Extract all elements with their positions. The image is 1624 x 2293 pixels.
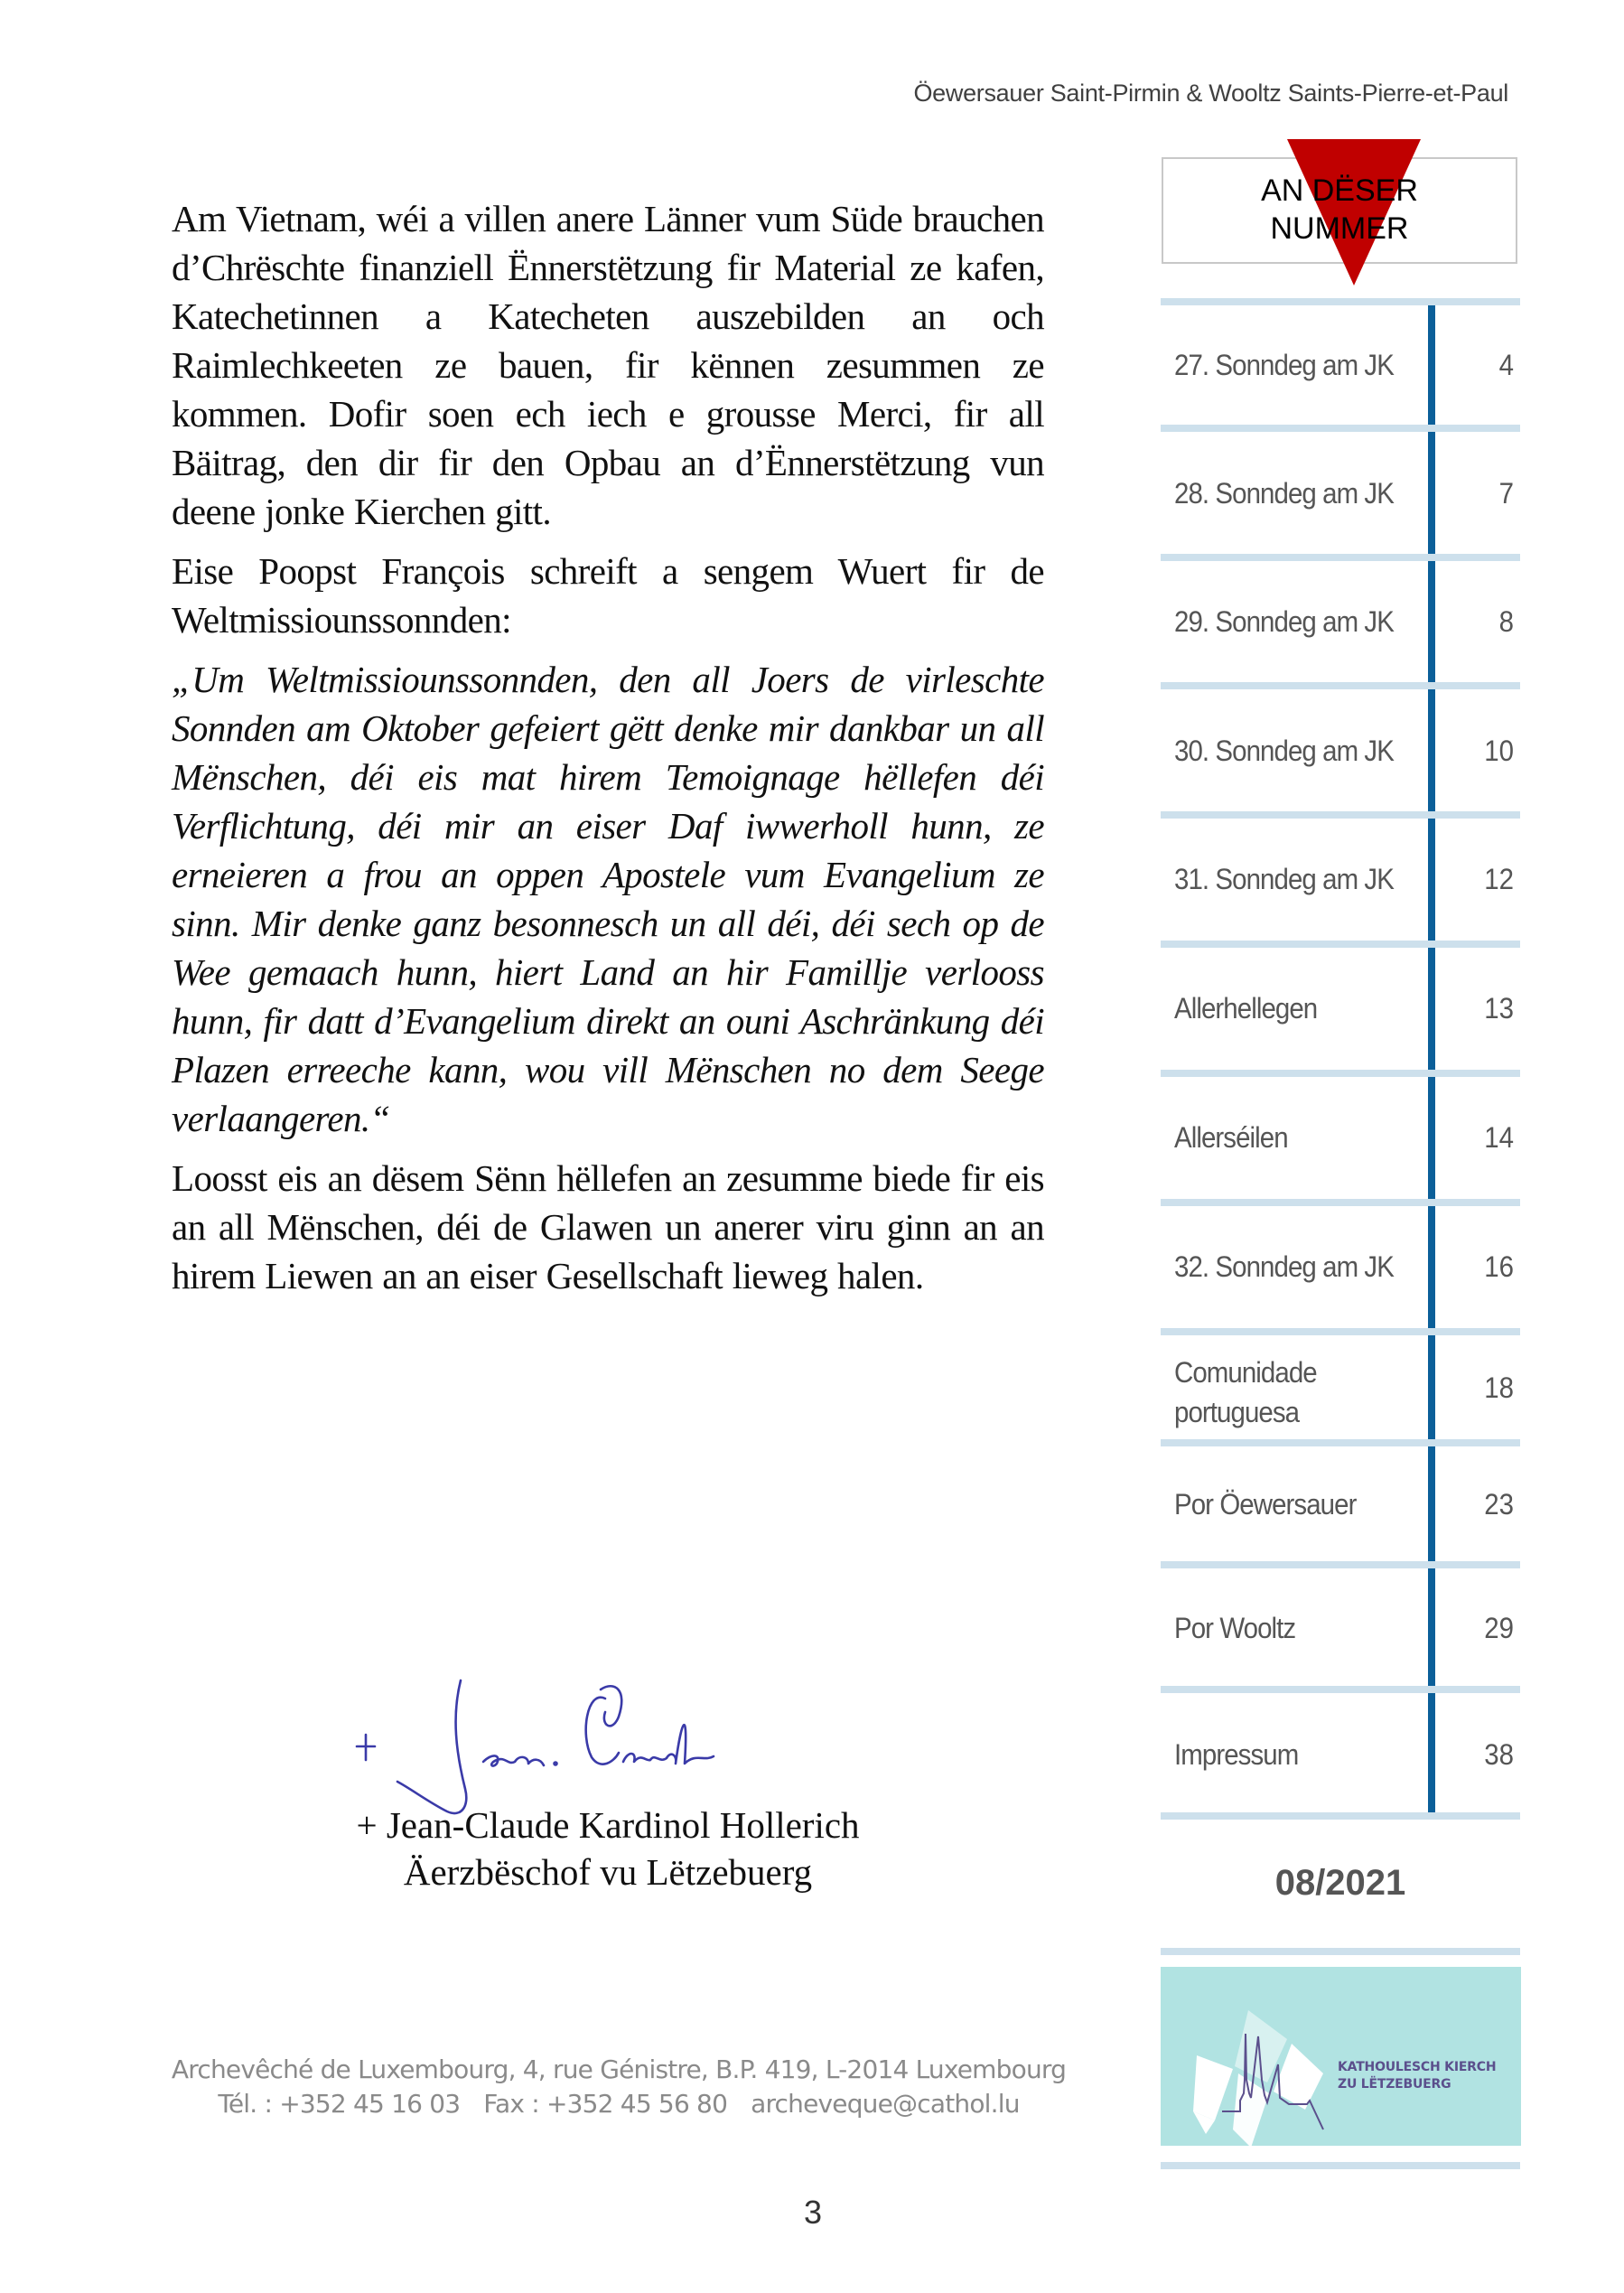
- toc-separator: [1161, 1070, 1520, 1077]
- toc-item-label[interactable]: Impressum: [1174, 1738, 1299, 1771]
- toc-separator: [1161, 682, 1520, 689]
- cathedral-logo-icon: [1161, 1967, 1341, 2146]
- toc-item-label[interactable]: Por Wooltz: [1174, 1612, 1296, 1644]
- toc-divider: [1428, 948, 1435, 1070]
- address-line: Archevêché de Luxembourg, 4, rue Génistre, B.P. 419, L-2014 Luxembourg: [171, 2054, 1067, 2084]
- toc-item-label[interactable]: 28. Sonndeg am JK: [1174, 477, 1394, 510]
- page-number: 3: [803, 2194, 823, 2231]
- toc-item-page[interactable]: 14: [1484, 1121, 1514, 1154]
- fax: Fax : +352 45 56 80: [483, 2089, 728, 2119]
- in-this-issue-heading: AN DËSER NUMMER: [1261, 173, 1418, 246]
- contact-line: [135, 2087, 1102, 2121]
- toc-item-page[interactable]: 12: [1484, 863, 1514, 895]
- toc-item-label[interactable]: Allerséilen: [1174, 1121, 1288, 1154]
- toc-divider: [1428, 689, 1435, 811]
- email-link[interactable]: archeveque@cathol.lu: [751, 2089, 1020, 2119]
- toc-divider: [1428, 1206, 1435, 1328]
- footer-address: [135, 2053, 1102, 2121]
- toc-separator: [1161, 554, 1520, 561]
- paragraph-closing: Loosst eis an dësem Sënn hëllefen an zesumme biede fir eis an all Mënschen, déi de Glawen un anerer viru ginn an an hirem Liewen an an eiser Gesellschaft lieweg halen.: [172, 1157, 1044, 1296]
- toc-divider: [1428, 432, 1435, 554]
- toc-item-page[interactable]: 16: [1484, 1250, 1514, 1283]
- toc-item-page[interactable]: 10: [1484, 735, 1514, 767]
- toc-separator: [1161, 298, 1520, 305]
- logo-text: KATHOULESCH KIERCH ZU LËTZEBUERG: [1338, 2060, 1497, 2092]
- toc-item-label[interactable]: Por Öewersauer: [1174, 1488, 1357, 1521]
- toc-divider: [1428, 1693, 1435, 1812]
- signatory-name: + Jean-Claude Kardinol Hollerich: [356, 1804, 860, 1846]
- toc-divider: [1428, 1077, 1435, 1199]
- paragraph-pope-intro: Eise Poopst François schreift a sengem Wuert fir de Weltmissiounssonnden:: [172, 550, 1044, 641]
- toc-item-label[interactable]: 27. Sonndeg am JK: [1174, 349, 1394, 381]
- phone: Tél. : +352 45 16 03: [218, 2089, 461, 2119]
- toc-separator: [1161, 811, 1520, 819]
- toc-separator: [1161, 1439, 1520, 1446]
- pope-quote: „Um Weltmissiounssonnden, den all Joers de virleschte Sonnden am Oktober gefeiert gëtt denke mir dankbar un all Mënschen, déi eis mat hirem Temoignage hëllefen déi Verflichtung, déi mir an eiser Daf iwwerholl hunn, ze erneieren a frou an oppen Apostele vum Evangelium ze sinn. Mir denke ganz besonnesch un all déi, déi sech op de Wee gemaach hunn, hiert Land an hir Familljе verlooss hunn, fir datt d’Evangelium direkt an ouni Aschränkung déi Plazen erreeche kann, wou vill Mënschen no dem Seege verlaangeren.“: [172, 659, 1044, 1139]
- toc-divider: [1428, 305, 1435, 425]
- toc-separator: [1161, 425, 1520, 432]
- handwritten-signature: [343, 1662, 795, 1825]
- toc-separator: [1161, 1199, 1520, 1206]
- toc-item-page[interactable]: 23: [1484, 1488, 1514, 1521]
- toc-divider: [1428, 1335, 1435, 1439]
- toc-item-label[interactable]: 32. Sonndeg am JK: [1174, 1250, 1394, 1283]
- toc-item-page[interactable]: 13: [1484, 992, 1514, 1025]
- toc-divider: [1428, 561, 1435, 682]
- letter-body: [172, 194, 1044, 1311]
- running-header: Öewersauer Saint-Pirmin & Wooltz Saints-Pierre-et-Paul: [913, 80, 1508, 107]
- toc-divider: [1428, 1446, 1435, 1561]
- toc-item-page[interactable]: 18: [1484, 1371, 1514, 1404]
- toc-separator: [1161, 1948, 1520, 1955]
- toc-separator: [1161, 941, 1520, 948]
- paragraph-vietnam: Am Vietnam, wéi a villen anere Länner vum Süde brauchen d’Chrëschte finanziell Ënnerstëtzung fir Material ze kafen, Katechetinnen a Katecheten auszebilden an och Raimlechkeeten ze bauen, fir kënnen zesummen ze kommen. Dofir soen ech iech e grousse Merci, fir all Bäitrag, den dir fir den Opbau an d’Ënnerstëtzung vun deene jonke Kierchen gitt.: [172, 198, 1044, 532]
- toc-separator: [1161, 1686, 1520, 1693]
- toc-item-label[interactable]: Allerhellegen: [1174, 992, 1318, 1025]
- toc-item-label[interactable]: Comunidade portuguesa: [1174, 1356, 1317, 1428]
- toc-separator: [1161, 1328, 1520, 1335]
- toc-separator: [1161, 1812, 1520, 1820]
- toc-divider: [1428, 1568, 1435, 1686]
- church-logo: [1161, 1967, 1521, 2146]
- signatory-title: Äerzbëschof vu Lëtzebuerg: [403, 1851, 813, 1893]
- toc-item-page[interactable]: 38: [1484, 1738, 1514, 1771]
- toc-item-page[interactable]: 4: [1498, 349, 1514, 381]
- toc-item-label[interactable]: 31. Sonndeg am JK: [1174, 863, 1394, 895]
- toc-separator: [1161, 2162, 1520, 2169]
- toc-item-page[interactable]: 29: [1484, 1612, 1514, 1644]
- toc-item-label[interactable]: 30. Sonndeg am JK: [1174, 735, 1394, 767]
- toc-separator: [1161, 1561, 1520, 1568]
- toc-divider: [1428, 819, 1435, 941]
- toc-item-label[interactable]: 29. Sonndeg am JK: [1174, 605, 1394, 638]
- toc-item-page[interactable]: 7: [1498, 477, 1514, 510]
- toc-item-page[interactable]: 8: [1498, 605, 1514, 638]
- issue-date: 08/2021: [1274, 1863, 1406, 1903]
